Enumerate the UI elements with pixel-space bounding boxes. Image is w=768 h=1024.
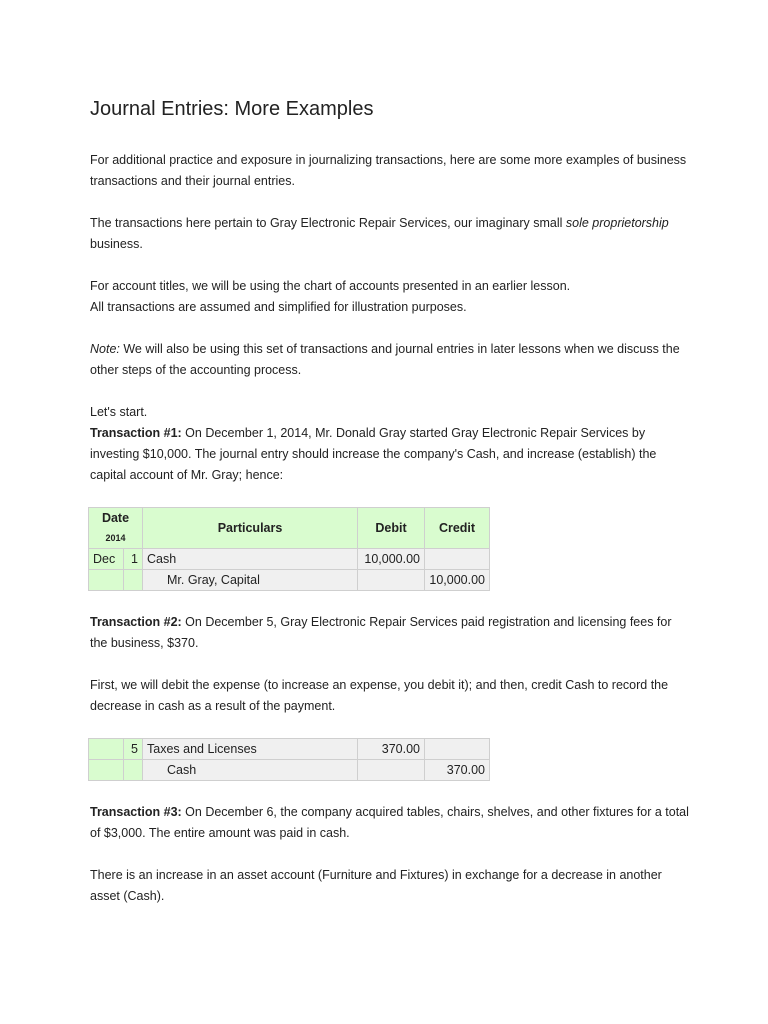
sole-proprietorship-term: sole proprietorship [565,216,669,230]
month-cell: Dec [89,549,124,570]
month-cell [89,760,124,781]
company-text-end: business. [90,237,143,251]
account-titles-line: For account titles, we will be using the chart of accounts presented in an earlier lesson. [90,279,571,293]
credit-cell: 370.00 [425,760,490,781]
transaction-3-label: Transaction #3: [90,805,182,819]
transaction-2-paragraph [90,612,690,654]
note-label: Note: [90,342,120,356]
day-cell [124,760,143,781]
journal-header-row [89,508,490,549]
debit-cell [358,760,425,781]
account-cell: Taxes and Licenses [143,739,358,760]
month-cell [89,570,124,591]
transaction-2-label: Transaction #2: [90,615,182,629]
intro-paragraph: For additional practice and exposure in journalizing transactions, here are some more examples of business transactions and their journal entries. [90,153,687,188]
transaction-1-paragraph [90,423,690,486]
transaction-1-text: On December 1, 2014, Mr. Donald Gray started Gray Electronic Repair Services by investing $10,000. The journal entry should increase the company's Cash, and increase (establish) the capital account of Mr. Gray; hence: [90,426,657,482]
credit-cell: 10,000.00 [425,570,490,591]
note-text: We will also be using this set of transactions and journal entries in later lessons when we discuss the other steps of the accounting process. [90,342,680,377]
company-text-start: The transactions here pertain to Gray Electronic Repair Services, our imaginary small [90,216,566,230]
journal-row [89,739,490,760]
day-cell: 5 [124,739,143,760]
credit-cell [425,739,490,760]
account-cell: Mr. Gray, Capital [143,570,358,591]
debit-header: Debit [358,508,425,549]
month-cell [89,739,124,760]
journal-table-2 [88,738,490,781]
journal-row [89,570,490,591]
debit-cell: 10,000.00 [358,549,425,570]
credit-header: Credit [425,508,490,549]
credit-cell [425,549,490,570]
journal-table-1 [88,507,490,591]
lets-start-text: Let's start. [90,405,148,419]
debit-cell: 370.00 [358,739,425,760]
account-cell: Cash [143,760,358,781]
particulars-header: Particulars [143,508,358,549]
journal-row [89,549,490,570]
assumptions-line: All transactions are assumed and simplified for illustration purposes. [90,300,467,314]
page-title: Journal Entries: More Examples [90,98,374,120]
debit-cell [358,570,425,591]
journal-row [89,760,490,781]
year-header: 2014 [105,533,126,543]
transaction-2-explanation: First, we will debit the expense (to increase an expense, you debit it); and then, credit Cash to record the decrease in cash as a result of the payment. [90,678,669,713]
document-page [90,94,690,928]
transaction-3-explanation: There is an increase in an asset account (Furniture and Fixtures) in exchange for a decrease in another asset (Cash). [90,868,662,903]
date-header-label: Date [101,511,130,525]
transaction-3-paragraph [90,802,690,844]
company-paragraph [90,213,690,255]
transaction-1-label: Transaction #1: [90,426,182,440]
day-cell: 1 [124,549,143,570]
transaction-2-text: On December 5, Gray Electronic Repair Services paid registration and licensing fees for the business, $370. [90,615,672,650]
account-cell: Cash [143,549,358,570]
account-titles-paragraph [90,276,690,318]
transaction-3-text: On December 6, the company acquired tables, chairs, shelves, and other fixtures for a total of $3,000. The entire amount was paid in cash. [90,805,689,840]
date-header [89,508,143,549]
day-cell [124,570,143,591]
note-paragraph [90,339,690,381]
